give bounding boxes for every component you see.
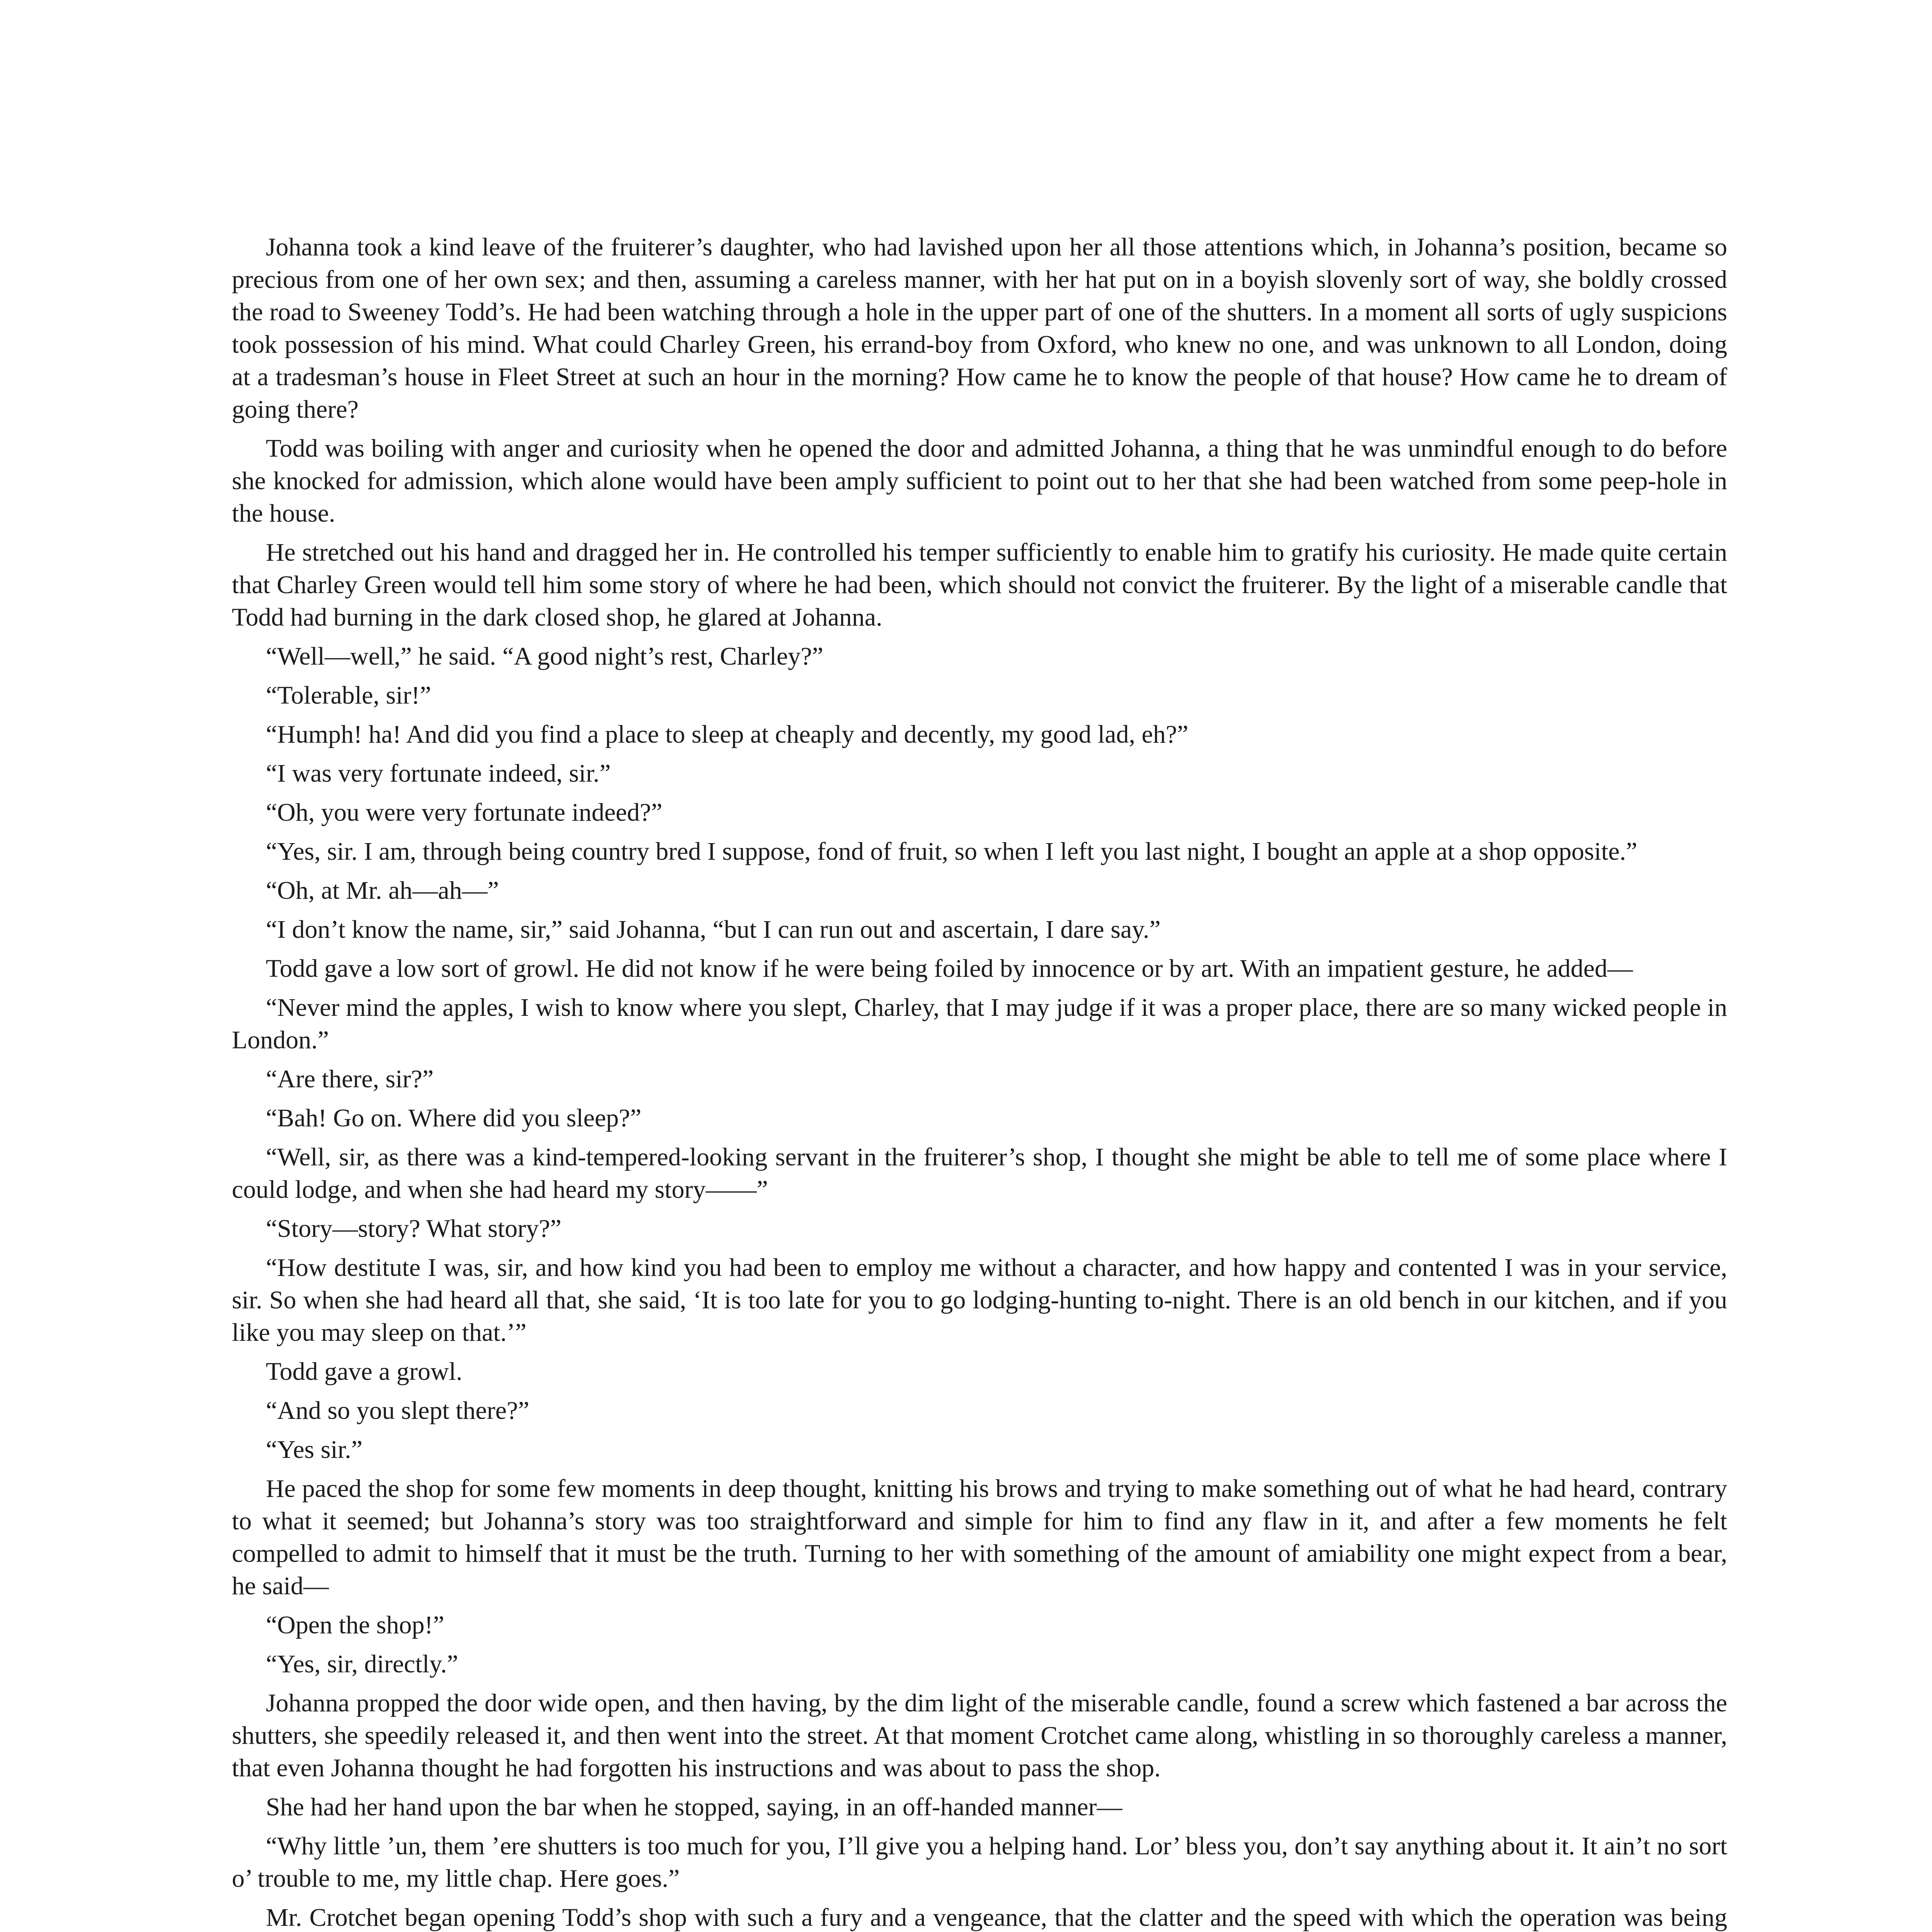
paragraph: “Yes, sir. I am, through being country bred I suppose, fond of fruit, so when I left you last night, I bought an apple at a shop opposite.” [266, 837, 1638, 866]
paragraph: Mr. Crotchet began opening Todd’s shop with such a fury and a vengeance, that the clatter and the speed with which the operation was being [266, 1903, 1727, 1932]
paragraph: Johanna propped the door wide open, and then having, by the dim light of the miserable candle, found a screw which fastened a bar across the shutters, she speedily released it, and then went into the street. At that moment Crotchet came along, whistling in so thoroughly careless a manner, that even Johanna thought he had forgotten his instructions and was about to pass the shop. [232, 1689, 1727, 1782]
paragraph: “Oh, at Mr. ah—ah—” [266, 876, 499, 905]
paragraph: Todd was boiling with anger and curiosity when he opened the door and admitted Johanna, a thing that he was unmindful enough to do before she knocked for admission, which alone would have been amply sufficient to point out to her that she had been watched from some peep-hole in the house. [232, 434, 1727, 527]
paragraph: “Open the shop!” [266, 1611, 444, 1639]
paragraph: Todd gave a growl. [266, 1357, 463, 1386]
paragraph: “I don’t know the name, sir,” said Johanna, “but I can run out and ascertain, I dare say.” [266, 915, 1161, 944]
paragraph: He paced the shop for some few moments in deep thought, knitting his brows and trying to make something out of what he had heard, contrary to what it seemed; but Johanna’s story was too straightforward and simple for him to find any flaw in it, and after a few moments he felt compelled to admit to himself that it must be the truth. Turning to her with something of the amount of amiability one might expect from a bear, he said— [232, 1475, 1727, 1600]
paragraph: “Never mind the apples, I wish to know where you slept, Charley, that I may judge if it was a proper place, there are so many wicked people in London.” [232, 993, 1727, 1054]
paragraph: “Are there, sir?” [266, 1065, 434, 1093]
paragraph: “And so you slept there?” [266, 1396, 529, 1425]
paragraph: “Bah! Go on. Where did you sleep?” [266, 1104, 641, 1132]
paragraph: “I was very fortunate indeed, sir.” [266, 759, 611, 787]
paragraph: “Story—story? What story?” [266, 1214, 561, 1243]
story-text [232, 231, 1727, 1932]
paragraph: “Well—well,” he said. “A good night’s rest, Charley?” [266, 642, 823, 670]
paragraph: She had her hand upon the bar when he stopped, saying, in an off-handed manner— [266, 1793, 1122, 1821]
paragraph: “Tolerable, sir!” [266, 681, 431, 709]
paragraph: “Oh, you were very fortunate indeed?” [266, 798, 663, 827]
paragraph: “Well, sir, as there was a kind-tempered-looking servant in the fruiterer’s shop, I thought she might be able to tell me of some place where I could lodge, and when she had heard my story——” [232, 1143, 1727, 1204]
paragraph: Todd gave a low sort of growl. He did not know if he were being foiled by innocence or by art. With an impatient gesture, he added— [266, 954, 1633, 983]
paragraph: “Yes, sir, directly.” [266, 1650, 458, 1678]
paragraph: “Yes sir.” [266, 1435, 362, 1464]
paragraph: “How destitute I was, sir, and how kind you had been to employ me without a character, and how happy and contented I was in your service, sir. So when she had heard all that, she said, ‘It is too late for you to go lodging-hunting to-night. There is an old bench in our kitchen, and if you like you may sleep on that.’” [232, 1253, 1727, 1347]
paragraph: “Why little ’un, them ’ere shutters is too much for you, I’ll give you a helping hand. Lor’ bless you, don’t say anything about it. It ain’t no sort o’ trouble to me, my little chap. Here goes.” [232, 1832, 1727, 1893]
paragraph: Johanna took a kind leave of the fruiterer’s daughter, who had lavished upon her all those attentions which, in Johanna’s position, became so precious from one of her own sex; and then, assuming a careless manner, with her hat put on in a boyish slovenly sort of way, she boldly crossed the road to Sweeney Todd’s. He had been watching through a hole in the upper part of one of the shutters. In a moment all sorts of ugly suspicions took possession of his mind. What could Charley Green, his errand-boy from Oxford, who knew no one, and was unknown to all London, doing at a tradesman’s house in Fleet Street at such an hour in the morning? How came he to know the people of that house? How came he to dream of going there? [232, 233, 1727, 423]
paragraph: He stretched out his hand and dragged her in. He controlled his temper sufficiently to enable him to gratify his curiosity. He made quite certain that Charley Green would tell him some story of where he had been, which should not convict the fruiterer. By the light of a miserable candle that Todd had burning in the dark closed shop, he glared at Johanna. [232, 538, 1727, 631]
paragraph: “Humph! ha! And did you find a place to sleep at cheaply and decently, my good lad, eh?” [266, 720, 1189, 748]
